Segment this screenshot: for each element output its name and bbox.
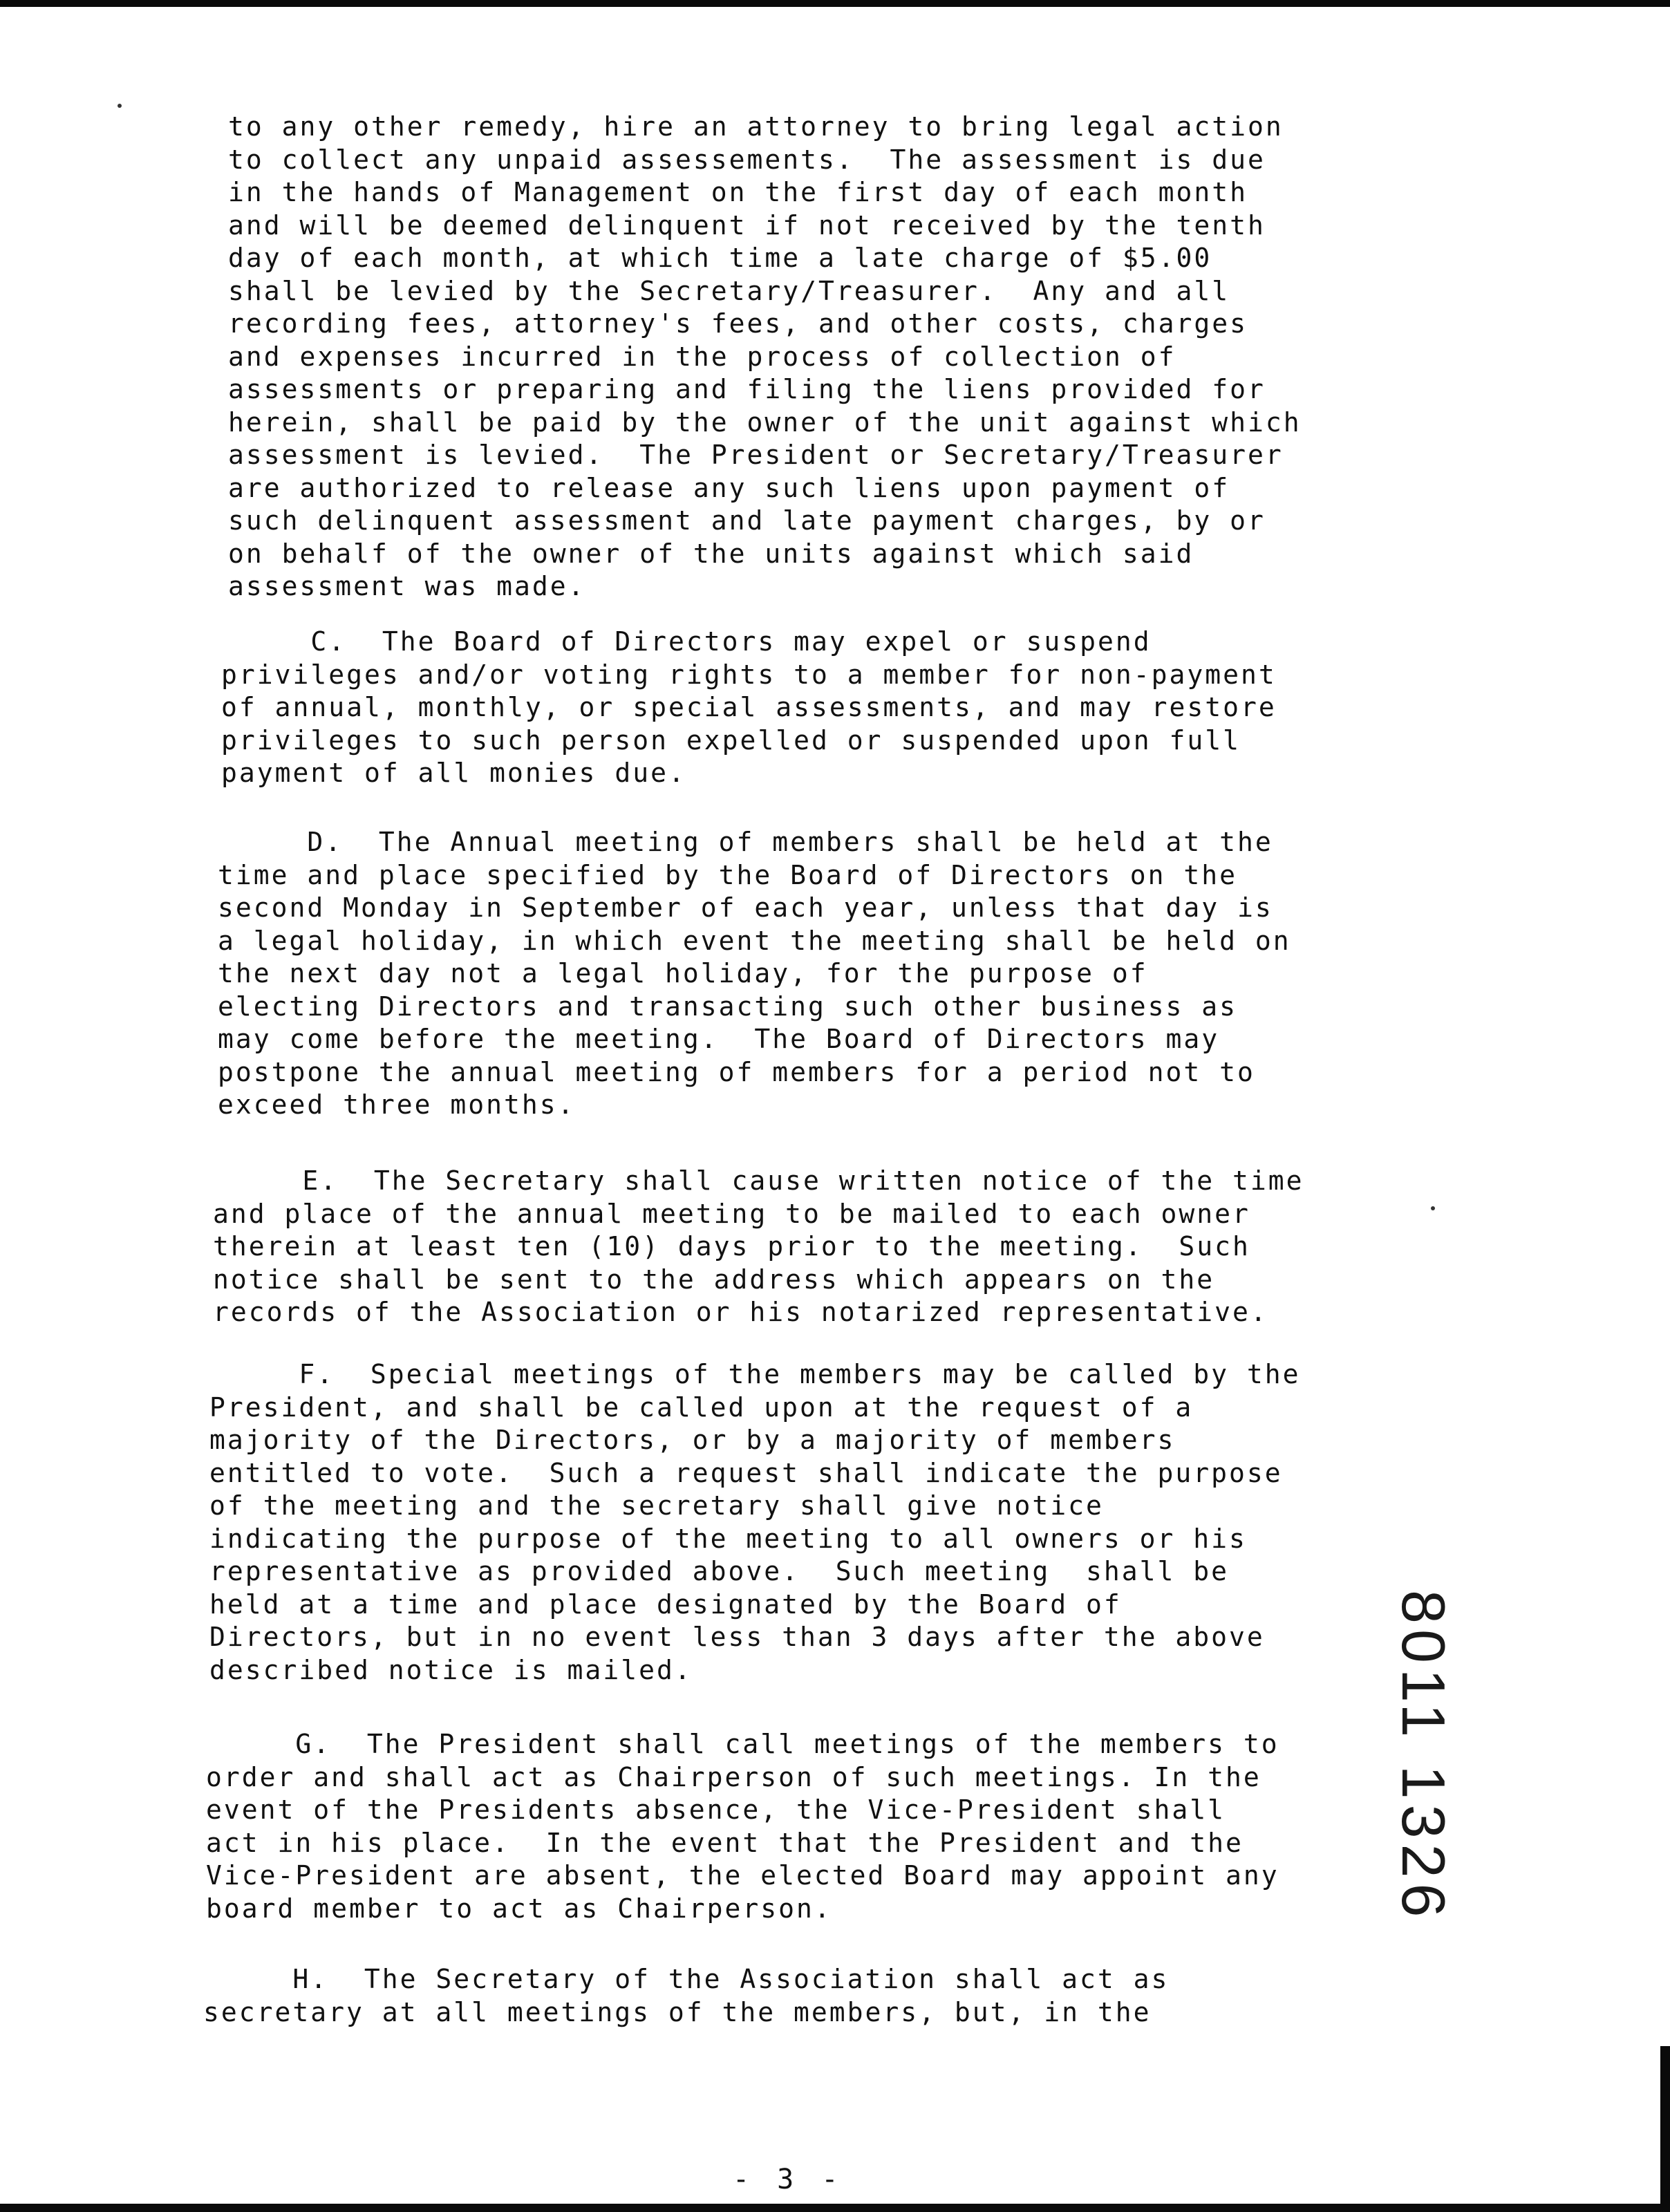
text-line: shall be levied by the Secretary/Treasurer. Any and all bbox=[228, 275, 1230, 306]
text-line: day of each month, at which time a late charge of $5.00 bbox=[228, 243, 1212, 273]
text-line: E. The Secretary shall cause written notice of the time bbox=[213, 1165, 1304, 1196]
text-line: notice shall be sent to the address which appears on the bbox=[213, 1264, 1215, 1295]
text-line: to any other remedy, hire an attorney to bring legal action bbox=[228, 111, 1284, 142]
text-line: and will be deemed delinquent if not received by the tenth bbox=[228, 209, 1266, 241]
paragraph-assessment-collection bbox=[228, 111, 1302, 603]
text-line: privileges to such person expelled or suspended upon full bbox=[221, 724, 1241, 756]
text-line: postpone the annual meeting of members for a period not to bbox=[218, 1056, 1255, 1087]
text-line: time and place specified by the Board of Directors on the bbox=[218, 859, 1238, 890]
paragraph-d-annual-meeting bbox=[218, 826, 1291, 1122]
text-line: D. The Annual meeting of members shall be held at the bbox=[218, 827, 1273, 857]
text-line: such delinquent assessment and late payment charges, by or bbox=[228, 505, 1266, 536]
text-line: second Monday in September of each year, unless that day is bbox=[218, 892, 1273, 923]
text-line: majority of the Directors, or by a majority of members bbox=[209, 1425, 1176, 1455]
text-line: described notice is mailed. bbox=[209, 1654, 693, 1685]
paragraph-c-expel-suspend bbox=[221, 626, 1277, 790]
text-line: exceed three months. bbox=[218, 1089, 576, 1120]
text-line: Vice-President are absent, the elected Board may appoint any bbox=[206, 1860, 1279, 1891]
text-line: secretary at all meetings of the members, but, in the bbox=[203, 1996, 1152, 2027]
text-line: indicating the purpose of the meeting to all owners or his bbox=[209, 1523, 1247, 1554]
text-line: payment of all monies due. bbox=[221, 758, 686, 788]
text-line: in the hands of Management on the first day of each month bbox=[228, 177, 1248, 207]
text-line: G. The President shall call meetings of the members to bbox=[206, 1729, 1279, 1759]
text-line: may come before the meeting. The Board of Directors may bbox=[218, 1024, 1220, 1054]
text-line: entitled to vote. Such a request shall indicate the purpose bbox=[209, 1457, 1283, 1488]
text-line: act in his place. In the event that the President and the bbox=[206, 1827, 1244, 1858]
text-line: event of the Presidents absence, the Vice-President shall bbox=[206, 1794, 1226, 1825]
paragraph-h-secretary bbox=[203, 1963, 1169, 2029]
paragraph-g-president-chair bbox=[206, 1728, 1279, 1925]
text-line: records of the Association or his notarized representative. bbox=[213, 1297, 1268, 1327]
text-line: of the meeting and the secretary shall give notice bbox=[209, 1490, 1104, 1521]
text-line: and expenses incurred in the process of collection of bbox=[228, 341, 1176, 372]
text-line: H. The Secretary of the Association shall act as bbox=[203, 1964, 1170, 1994]
text-line: President, and shall be called upon at the request of a bbox=[209, 1391, 1194, 1423]
text-line: assessment was made. bbox=[228, 571, 586, 601]
text-line: recording fees, attorney's fees, and other costs, charges bbox=[228, 308, 1248, 339]
text-line: held at a time and place designated by the Board of bbox=[209, 1588, 1122, 1620]
text-line: privileges and/or voting rights to a member for non-payment bbox=[221, 659, 1277, 690]
text-line: to collect any unpaid assessements. The assessment is due bbox=[228, 144, 1266, 175]
margin-stamp-number: 8011 1326 bbox=[1389, 1590, 1458, 1923]
text-line: electing Directors and transacting such other business as bbox=[218, 991, 1238, 1022]
text-line: a legal holiday, in which event the meeting shall be held on bbox=[218, 925, 1291, 956]
text-line: representative as provided above. Such meeting shall be bbox=[209, 1556, 1230, 1586]
text-line: on behalf of the owner of the units against which said bbox=[228, 538, 1194, 569]
text-line: order and shall act as Chairperson of such meetings. In the bbox=[206, 1761, 1261, 1792]
text-line: of annual, monthly, or special assessments, and may restore bbox=[221, 692, 1277, 722]
paragraph-e-written-notice bbox=[213, 1165, 1304, 1329]
paragraph-f-special-meetings bbox=[209, 1358, 1301, 1687]
text-line: therein at least ten (10) days prior to the meeting. Such bbox=[213, 1231, 1250, 1262]
text-line: assessments or preparing and filing the liens provided for bbox=[228, 374, 1266, 404]
text-line: board member to act as Chairperson. bbox=[206, 1893, 832, 1924]
text-line: the next day not a legal holiday, for the purpose of bbox=[218, 958, 1148, 988]
text-line: Directors, but in no event less than 3 days after the above bbox=[209, 1622, 1265, 1652]
page-number: - 3 - bbox=[733, 2164, 844, 2195]
text-line: herein, shall be paid by the owner of the unit against which bbox=[228, 406, 1302, 438]
text-line: assessment is levied. The President or Secretary/Treasurer bbox=[228, 440, 1284, 470]
text-line: C. The Board of Directors may expel or suspend bbox=[221, 626, 1152, 657]
text-line: F. Special meetings of the members may be called by the bbox=[209, 1359, 1301, 1389]
text-line: are authorized to release any such liens upon payment of bbox=[228, 472, 1230, 503]
text-line: and place of the annual meeting to be mailed to each owner bbox=[213, 1198, 1250, 1229]
